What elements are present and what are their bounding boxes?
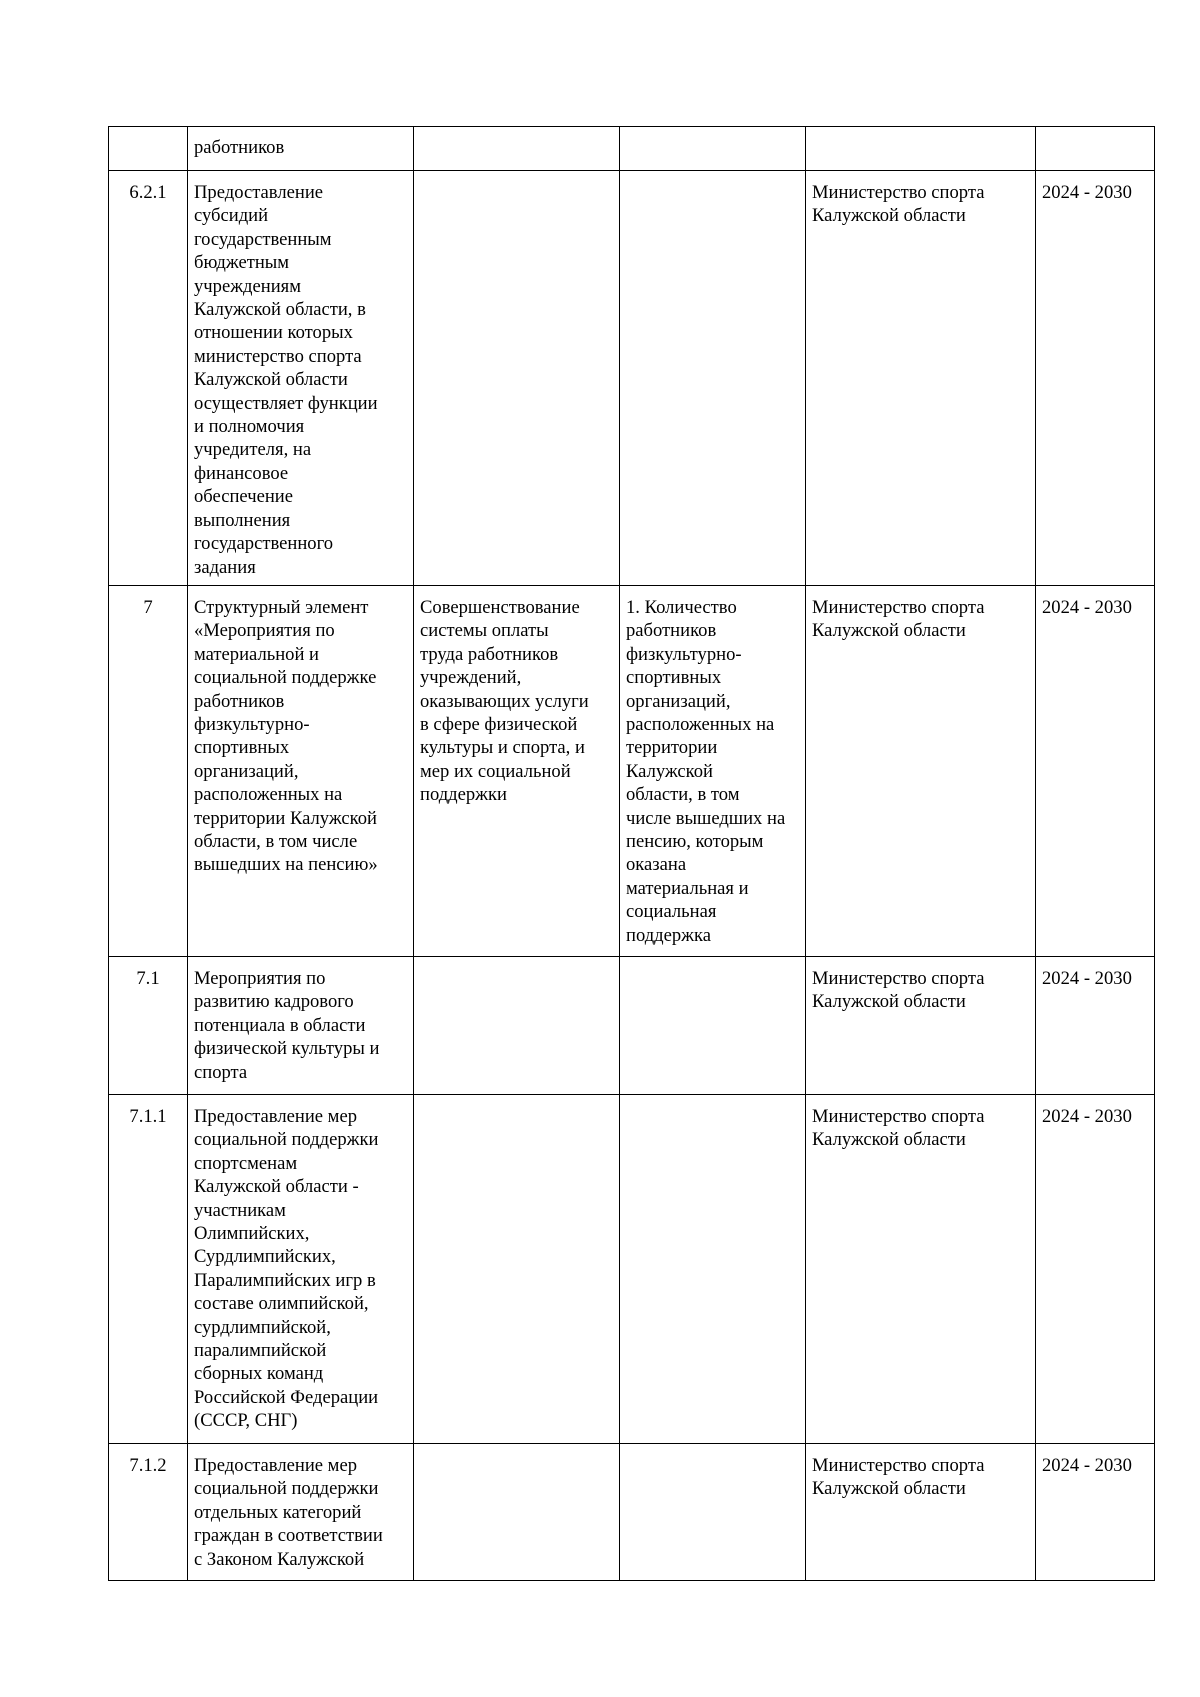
table-row [109, 171, 1155, 586]
executor-cell: Министерство спорта Калужской области [806, 1094, 1036, 1443]
period-cell: 2024 - 2030 [1036, 171, 1155, 586]
period-cell: 2024 - 2030 [1036, 585, 1155, 956]
row-number-cell: 6.2.1 [109, 171, 188, 586]
table-row [109, 1443, 1155, 1580]
indicator-cell [620, 1443, 806, 1580]
task-cell [414, 127, 620, 171]
task-cell: Совершенствование системы оплаты труда работников учреждений, оказывающих услуги в сфере физической культуры и спорта, и мер их социальной поддержки [414, 585, 620, 956]
row-number-cell: 7.1 [109, 956, 188, 1094]
period-cell [1036, 127, 1155, 171]
executor-cell: Министерство спорта Калужской области [806, 585, 1036, 956]
executor-cell: Министерство спорта Калужской области [806, 956, 1036, 1094]
period-cell: 2024 - 2030 [1036, 1443, 1155, 1580]
task-cell [414, 171, 620, 586]
measure-name-cell: Структурный элемент «Мероприятия по материальной и социальной поддержке работников физкультурно- спортивных организаций, расположенных на территории Калужской области, в том числе вышедших на пенсию» [188, 585, 414, 956]
measure-name-cell: Мероприятия по развитию кадрового потенциала в области физической культуры и спорта [188, 956, 414, 1094]
task-cell [414, 1443, 620, 1580]
measure-name-cell: Предоставление субсидий государственным бюджетным учреждениям Калужской области, в отношении которых министерство спорта Калужской области осуществляет функции и полномочия учредителя, на финансовое обеспечение выполнения государственного задания [188, 171, 414, 586]
indicator-cell [620, 956, 806, 1094]
table-row [109, 127, 1155, 171]
indicator-cell: 1. Количество работников физкультурно- спортивных организаций, расположенных на территории Калужской области, в том числе вышедших на пенсию, которым оказана материальная и социальная поддержка [620, 585, 806, 956]
indicator-cell [620, 171, 806, 586]
executor-cell: Министерство спорта Калужской области [806, 1443, 1036, 1580]
measure-name-cell: Предоставление мер социальной поддержки спортсменам Калужской области - участникам Олимпийских, Сурдлимпийских, Паралимпийских игр в составе олимпийской, сурдлимпийской, паралимпийской сборных команд Российской Федерации (СССР, СНГ) [188, 1094, 414, 1443]
row-number-cell: 7 [109, 585, 188, 956]
row-number-cell: 7.1.1 [109, 1094, 188, 1443]
executor-cell [806, 127, 1036, 171]
row-number-cell [109, 127, 188, 171]
task-cell [414, 956, 620, 1094]
measures-table [108, 126, 1155, 1581]
measure-name-cell: Предоставление мер социальной поддержки отдельных категорий граждан в соответствии с Законом Калужской [188, 1443, 414, 1580]
table-row [109, 956, 1155, 1094]
measure-name-cell: работников [188, 127, 414, 171]
task-cell [414, 1094, 620, 1443]
period-cell: 2024 - 2030 [1036, 1094, 1155, 1443]
executor-cell: Министерство спорта Калужской области [806, 171, 1036, 586]
indicator-cell [620, 1094, 806, 1443]
period-cell: 2024 - 2030 [1036, 956, 1155, 1094]
table-row [109, 585, 1155, 956]
row-number-cell: 7.1.2 [109, 1443, 188, 1580]
table-row [109, 1094, 1155, 1443]
indicator-cell [620, 127, 806, 171]
